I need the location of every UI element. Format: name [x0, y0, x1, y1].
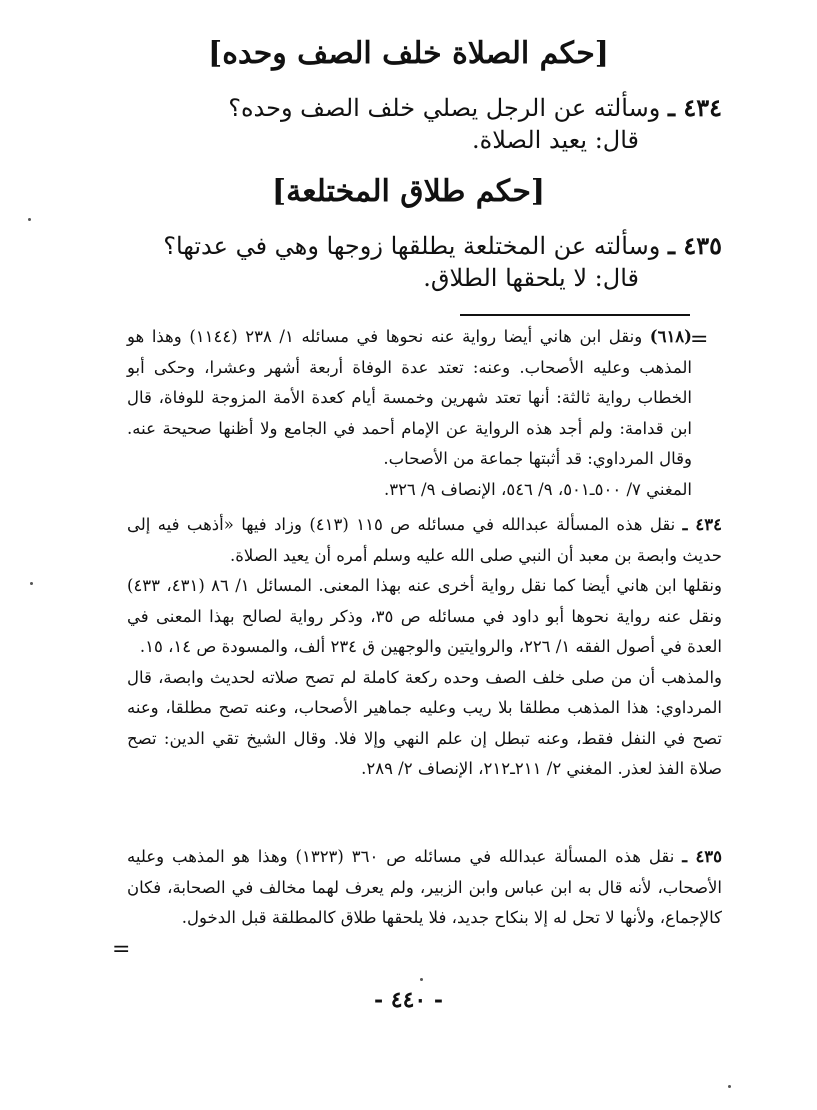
answer-435: قال: لا يلحقها الطلاق.	[423, 264, 639, 292]
section-heading-divorce: [حكم طلاق المختلعة]	[271, 174, 546, 209]
page-number: - ٤٤٠ -	[373, 987, 444, 1013]
footnote-text: نقل هذه المسألة عبدالله في مسائله ص ٣٦٠ (١٣٢٣) وهذا هو المذهب وعليه الأصحاب، لأنه قال به ابن عباس وابن الزبير، ولم يعرف لهما مخالف في الصحابة، فكان كالإجماع، ولأنها لا تحل له إلا بنكاح جديد، فلا يلحقها طلاق كالمطلقة قبل الدخول.	[127, 847, 722, 927]
footnote-label: (٦١٨)	[649, 327, 692, 346]
footnote-reference: المغني ٧/ ٥٠٠ـ٥٠١، ٩/ ٥٤٦، الإنصاف ٩/ ٣٢٦.	[383, 479, 692, 499]
footnote-separator	[460, 314, 690, 316]
scan-speck	[28, 218, 31, 221]
answer-434: قال: يعيد الصلاة.	[472, 126, 639, 154]
scan-speck	[728, 1085, 731, 1088]
question-number: ٤٣٥ ـ	[667, 231, 722, 260]
end-mark: =	[112, 937, 131, 962]
question-435	[122, 230, 722, 262]
footnote-text: ونقل ابن هاني أيضا رواية عنه نحوها في مسائله ١/ ٢٣٨ (١١٤٤) وهذا هو المذهب وعليه الأصحاب. وعنه: تعتد عدة الوفاة أربعة أشهر وعشرا، وحكى أبو الخطاب رواية ثالثة: أنها تعتد شهرين وخمسة أيام كعدة الأمة المزوجة للوفاة، قال ابن قدامة: ولم أجد هذه الرواية عن الإمام أحمد في الجامع ولا أظنها صحيحة عنه. وقال المرداوي: قد أثبتها جماعة من الأصحاب.	[127, 327, 692, 468]
question-text: وسألته عن الرجل يصلي خلف الصف وحده؟	[228, 94, 661, 122]
footnote-text-3: والمذهب أن من صلى خلف الصف وحده ركعة كاملة لم تصح صلاته لحديث وابصة، قال المرداوي: هذا المذهب مطلقا بلا ريب وعليه جماهير الأصحاب، وعنه تصح مطلقا، وعنه تصح في النفل فقط، وعنه تبطل إن علم النهي وإلا فلا. وقال الشيخ تقي الدين: تصح صلاة الفذ لعذر. المغني ٢/ ٢١١ـ٢١٢، الإنصاف ٢/ ٢٨٩.	[127, 667, 722, 778]
question-434	[122, 92, 722, 124]
section-heading-prayer: [حكم الصلاة خلف الصف وحده]	[208, 36, 609, 71]
footnote-434	[127, 510, 722, 785]
footnote-618	[127, 322, 692, 505]
question-text: وسألته عن المختلعة يطلقها زوجها وهي في عدتها؟	[163, 232, 661, 260]
footnote-text: نقل هذه المسألة عبدالله في مسائله ص ١١٥ (٤١٣) وزاد فيها «أذهب فيه إلى حديث وابصة بن معبد أن النبي صلى الله عليه وسلم أمره أن يعيد الصلاة.	[127, 515, 722, 565]
footnote-label: ٤٣٥ ـ	[682, 847, 723, 866]
footnote-text-2: ونقلها ابن هاني أيضا كما نقل رواية أخرى عنه بهذا المعنى. المسائل ١/ ٨٦ (٤٣١، ٤٣٣) ونقل عنه رواية نحوها أبو داود في مسائله ص ٣٥، وذكر رواية لصالح بهذا المعنى في العدة في أصول الفقه ١/ ٢٢٦، والروايتين والوجهين ق ٢٣٤ ألف، والمسودة ص ١٤، ١٥.	[127, 576, 722, 656]
scan-speck	[420, 978, 423, 981]
scan-speck	[30, 582, 33, 585]
continuation-mark: =	[690, 327, 709, 352]
footnote-label: ٤٣٤ ـ	[682, 515, 722, 534]
question-number: ٤٣٤ ـ	[667, 93, 722, 122]
footnote-435	[127, 842, 722, 934]
